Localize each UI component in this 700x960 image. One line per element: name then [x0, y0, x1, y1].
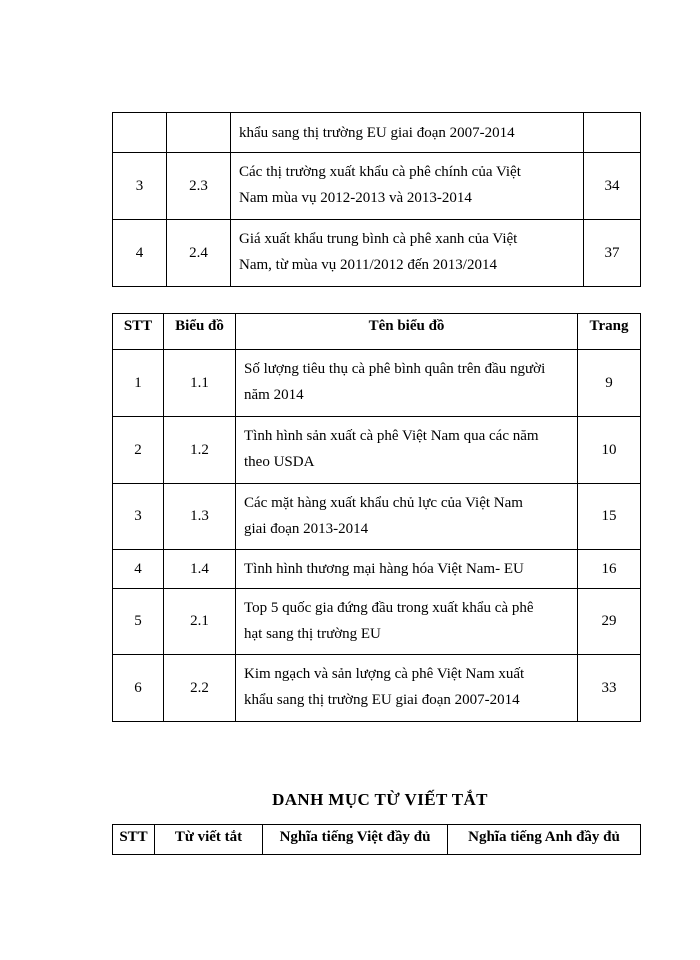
header-stt: STT [113, 314, 164, 350]
figure-number-cell: 2.3 [167, 153, 231, 220]
stt-cell: 1 [113, 350, 164, 417]
header-vietnamese-meaning: Nghĩa tiếng Việt đầy đủ [263, 825, 448, 855]
chart-title-line: năm 2014 [244, 387, 304, 403]
chart-title-cell [236, 417, 578, 484]
figure-title-cell [231, 153, 584, 220]
chart-number-cell: 1.2 [164, 417, 236, 484]
stt-cell: 5 [113, 589, 164, 655]
chart-number-cell: 1.3 [164, 484, 236, 550]
table-header-row [113, 314, 641, 350]
figure-title-cell [231, 113, 584, 153]
chart-title-cell [236, 350, 578, 417]
stt-cell: 4 [113, 550, 164, 589]
page-cell: 16 [578, 550, 641, 589]
chart-title-cell [236, 484, 578, 550]
figure-title-line: Giá xuất khẩu trung bình cà phê xanh của Việt [239, 231, 518, 247]
table-row [113, 220, 641, 287]
chart-number-cell: 2.1 [164, 589, 236, 655]
page-cell: 33 [578, 655, 641, 722]
page-cell: 15 [578, 484, 641, 550]
header-chart-title: Tên biểu đồ [236, 314, 578, 350]
table-header-row [113, 825, 641, 855]
header-chart-number: Biểu đồ [164, 314, 236, 350]
abbreviations-heading: DANH MỤC TỪ VIẾT TẮT [272, 790, 488, 809]
chart-title-line: hạt sang thị trường EU [244, 626, 381, 642]
stt-cell: 2 [113, 417, 164, 484]
table-row [113, 153, 641, 220]
header-abbreviation: Từ viết tắt [155, 825, 263, 855]
chart-title-cell [236, 589, 578, 655]
table-row [113, 350, 641, 417]
stt-cell: 4 [113, 220, 167, 287]
table-row [113, 589, 641, 655]
figure-title-cell [231, 220, 584, 287]
chart-title-cell [236, 655, 578, 722]
stt-cell [113, 113, 167, 153]
page-cell: 10 [578, 417, 641, 484]
chart-title-line: Kim ngạch và sản lượng cà phê Việt Nam xuất [244, 666, 525, 682]
table-row [113, 550, 641, 589]
table-row [113, 655, 641, 722]
page-cell: 34 [584, 153, 641, 220]
figure-title-line: khẩu sang thị trường EU giai đoạn 2007-2014 [239, 124, 515, 141]
chart-number-cell: 1.1 [164, 350, 236, 417]
figure-title-line: Các thị trường xuất khẩu cà phê chính của Việt [239, 164, 521, 180]
page-cell: 29 [578, 589, 641, 655]
table-row [113, 484, 641, 550]
figure-title-line: Nam, từ mùa vụ 2011/2012 đến 2013/2014 [239, 257, 497, 273]
figure-number-cell [167, 113, 231, 153]
page-cell [584, 113, 641, 153]
page-cell: 9 [578, 350, 641, 417]
stt-cell: 6 [113, 655, 164, 722]
table-row [113, 113, 641, 153]
header-english-meaning: Nghĩa tiếng Anh đầy đủ [448, 825, 641, 855]
chart-title-line: Top 5 quốc gia đứng đầu trong xuất khẩu cà phê [244, 600, 534, 616]
header-page: Trang [578, 314, 641, 350]
stt-cell: 3 [113, 484, 164, 550]
chart-title-line: Số lượng tiêu thụ cà phê bình quân trên đầu người [244, 361, 546, 377]
chart-title-cell [236, 550, 578, 589]
table-row [113, 417, 641, 484]
page-cell: 37 [584, 220, 641, 287]
chart-title-line: theo USDA [244, 454, 315, 470]
chart-title-line: giai đoạn 2013-2014 [244, 521, 369, 537]
chart-title-line: Tình hình sản xuất cà phê Việt Nam qua các năm [244, 428, 539, 444]
chart-title-line: khẩu sang thị trường EU giai đoạn 2007-2014 [244, 692, 520, 708]
chart-title-line: Các mặt hàng xuất khẩu chủ lực của Việt Nam [244, 495, 523, 511]
stt-cell: 3 [113, 153, 167, 220]
chart-number-cell: 2.2 [164, 655, 236, 722]
chart-title-line: Tình hình thương mại hàng hóa Việt Nam- EU [244, 561, 524, 577]
abbreviations-table [112, 824, 641, 855]
figure-number-cell: 2.4 [167, 220, 231, 287]
chart-list-table [112, 313, 641, 722]
figure-title-line: Nam mùa vụ 2012-2013 và 2013-2014 [239, 190, 472, 206]
chart-number-cell: 1.4 [164, 550, 236, 589]
header-stt: STT [113, 825, 155, 855]
figure-list-continued-table [112, 112, 641, 287]
